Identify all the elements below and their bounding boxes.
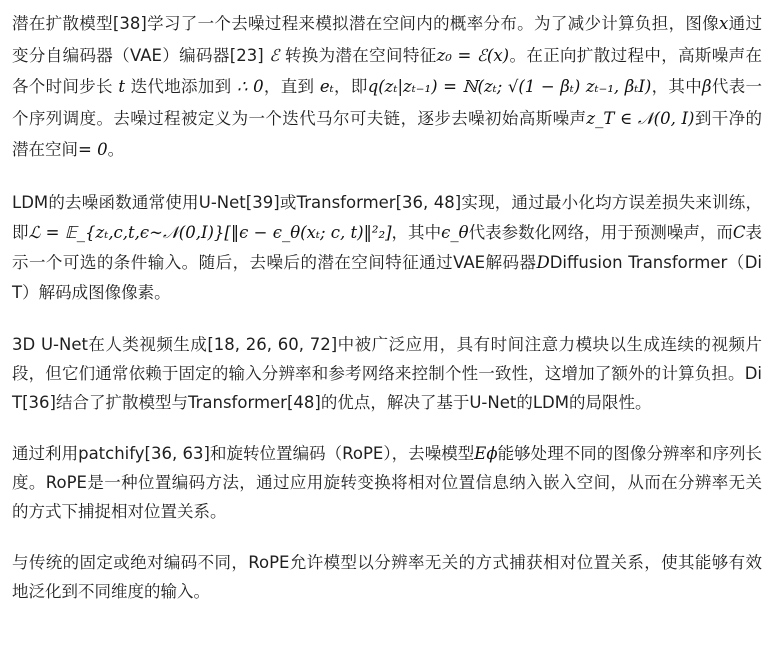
text-run: 通过利用patchify[36, 63]和旋转位置编码（RoPE），去噪模型 — [12, 443, 475, 463]
paragraph-rope-generalization — [12, 548, 762, 606]
text-run: 迭代地添加到 — [125, 77, 238, 96]
text-run: 能够处理不同的图像分辨率和序列长度。RoPE是一种位置编码方法，通过应用旋转变换将相对位置信息纳入嵌入空间，从而在分辨率无关的方式下捕捉相对位置关系。 — [12, 443, 762, 521]
paragraph-latent-diffusion — [12, 8, 762, 166]
math-c: C — [732, 222, 746, 242]
math-e-phi: Eϕ — [474, 443, 498, 463]
text-run: 。在正向扩散过程中，高斯噪声在各个时间步长 — [12, 45, 763, 96]
math-equals-zero: = 0 — [78, 140, 108, 159]
text-run: 3D U-Net在人类视频生成[18, 26, 60, 72]中被广泛应用，具有时间注意力模块以生成连续的视频片段，但它们通常依赖于固定的输入分辨率和参考网络来控制个性一致性，这增加了额外的计算负担。DiT[36]结合了扩散模型与Transformer[48]的优点，解决了基于U-Net的LDM的局限性。 — [12, 334, 762, 412]
text-run: Diffusion Transformer（DiT）解码成图像像素。 — [12, 252, 762, 302]
text-run: ，直到 — [263, 77, 320, 96]
text-run: 转换为潜在空间特征 — [279, 45, 437, 65]
text-run: ，其中 — [651, 77, 703, 96]
math-x: x — [719, 14, 729, 33]
text-run: ，其中 — [391, 222, 442, 242]
math-forward-process: q(zₜ|zₜ₋₁) = ℕ(zₜ; √(1 − βₜ) zₜ₋₁, βₜI) — [367, 77, 652, 96]
text-run: 。 — [107, 140, 125, 159]
math-zT: z_T ∈ 𝒩(0, I) — [586, 108, 695, 128]
math-d: D — [536, 252, 550, 272]
paragraph-3d-unet — [12, 330, 762, 417]
math-epsilon-theta: ϵ_θ — [441, 222, 469, 242]
paragraph-patchify-rope — [12, 439, 762, 526]
text-run: 潜在扩散模型[38]学习了一个去噪过程来模拟潜在空间内的概率分布。为了减少计算负担，图像 — [12, 14, 720, 33]
text-run: 表示一个可选的条件输入。随后，去噪后的潜在空间特征通过VAE解码器 — [12, 222, 763, 272]
text-run: 代表参数化网络，用于预测噪声，而 — [468, 222, 733, 242]
text-run: 与传统的固定或绝对编码不同，RoPE允许模型以分辨率无关的方式捕获相对位置关系，使其能够有效地泛化到不同维度的输入。 — [12, 552, 762, 601]
text-run: LDM的去噪函数通常使用U-Net[39]或Transformer[36, 48]实现，通过最小化均方误差损失来训练，即 — [12, 192, 762, 242]
document-body — [12, 8, 762, 606]
math-beta: β — [702, 77, 712, 96]
text-run: 到干净的潜在空间 — [12, 108, 763, 159]
paragraph-ldm-denoise — [12, 188, 762, 308]
text-run: 代表一个序列调度。去噪过程被定义为一个迭代马尔可夫链，逐步去噪初始高斯噪声 — [12, 77, 763, 128]
math-therefore-zero: ∴ 0 — [237, 77, 264, 96]
math-et: eₜ — [319, 77, 334, 96]
math-z0: z₀ = ℰ(x) — [436, 45, 510, 65]
text-run: 通过变分自编码器（VAE）编码器[23] — [12, 14, 763, 65]
math-t: t — [118, 77, 126, 96]
text-run: ，即 — [333, 77, 368, 96]
math-loss: ℒ = 𝔼_{zₜ,c,t,ϵ∼𝒩(0,I)}[‖ϵ − ϵ_θ(xₜ; c, t)‖²₂] — [28, 222, 392, 242]
math-encoder: ℰ — [269, 45, 280, 65]
